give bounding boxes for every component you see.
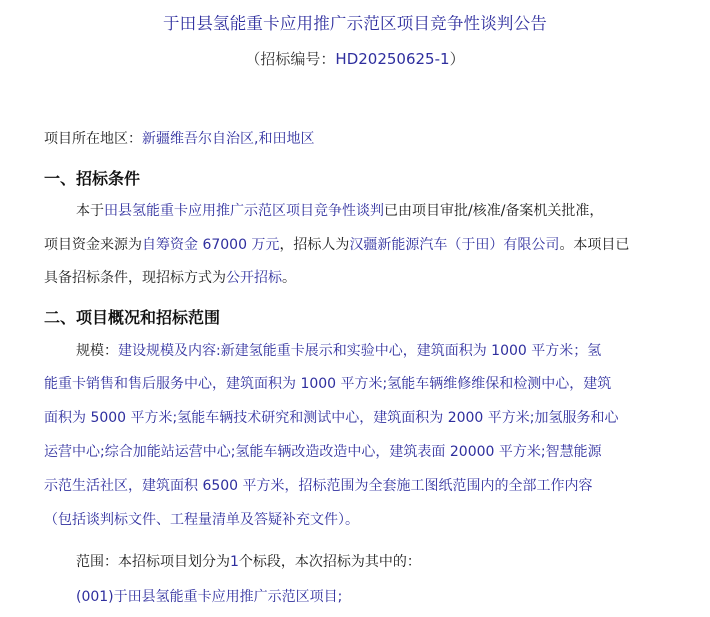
section1-line-2	[44, 235, 629, 255]
bid-number-line	[0, 48, 710, 69]
section2-scale-line-2: 能重卡销售和售后服务中心，建筑面积为 1000 平方米;氢能车辆维修维保和检测中心，建筑	[44, 376, 612, 392]
s1-l2-a: 项目资金来源为	[44, 237, 142, 253]
subtitle-close: ）	[449, 50, 465, 68]
bid-number: HD20250625-1	[335, 50, 450, 68]
s2-scale-label: 规模：	[76, 343, 118, 359]
section2-lot-line: (001)于田县氢能重卡应用推广示范区项目;	[76, 589, 343, 605]
s1-l1-pre: 本于	[76, 203, 104, 219]
s1-l2-b: ，招标人为	[279, 237, 350, 253]
s1-l3-b: 。	[282, 270, 296, 286]
section2-scale-line-4: 运营中心;综合加能站运营中心;氢能车辆改造改造中心，建筑表面 20000 平方米;智慧能源	[44, 444, 602, 460]
s1-l1-post: 已由项目审批/核准/备案机关批准，	[384, 203, 604, 219]
section2-scale-line-5: 示范生活社区，建筑面积 6500 平方米，招标范围为全套施工图纸范围内的全部工作内容	[44, 478, 593, 494]
section1-line-1	[76, 201, 603, 221]
section2-heading: 二、项目概况和招标范围	[44, 308, 221, 327]
s2-range-label: 范围：本招标项目划分为	[76, 554, 230, 570]
s1-project-name: 田县氢能重卡应用推广示范区项目竞争性谈判	[104, 203, 384, 219]
s2-scale-text-1: 建设规模及内容:新建氢能重卡展示和实验中心，建筑面积为 1000 平方米；氢	[118, 343, 602, 359]
document-title: 于田县氢能重卡应用推广示范区项目竞争性谈判公告	[162, 14, 548, 33]
section2-scale-line-6: （包括谈判标文件、工程量清单及答疑补充文件）。	[44, 512, 359, 528]
s1-funding: 自筹资金 67000 万元	[142, 237, 280, 253]
s2-range-count: 1	[230, 554, 239, 570]
s1-tenderer: 汉疆新能源汽车（于田）有限公司	[349, 237, 560, 253]
s2-range-post: 个标段，本次招标为其中的：	[238, 554, 421, 570]
section2-scale-line-1	[76, 341, 601, 361]
subtitle-open: （招标编号：	[245, 50, 336, 68]
location-label: 项目所在地区：	[44, 131, 142, 147]
section2-range-line	[76, 552, 421, 572]
s1-method: 公开招标	[226, 270, 282, 286]
s1-l3-a: 具备招标条件，现招标方式为	[44, 270, 226, 286]
section1-heading: 一、招标条件	[44, 169, 141, 188]
location-line	[44, 129, 314, 149]
section1-line-3	[44, 268, 296, 288]
section2-scale-line-3: 面积为 5000 平方米;氢能车辆技术研究和测试中心，建筑面积为 2000 平方米;加氢服务和心	[44, 410, 619, 426]
location-value: 新疆维吾尔自治区,和田地区	[142, 131, 315, 147]
s1-l2-c: 。本项目已	[559, 237, 630, 253]
